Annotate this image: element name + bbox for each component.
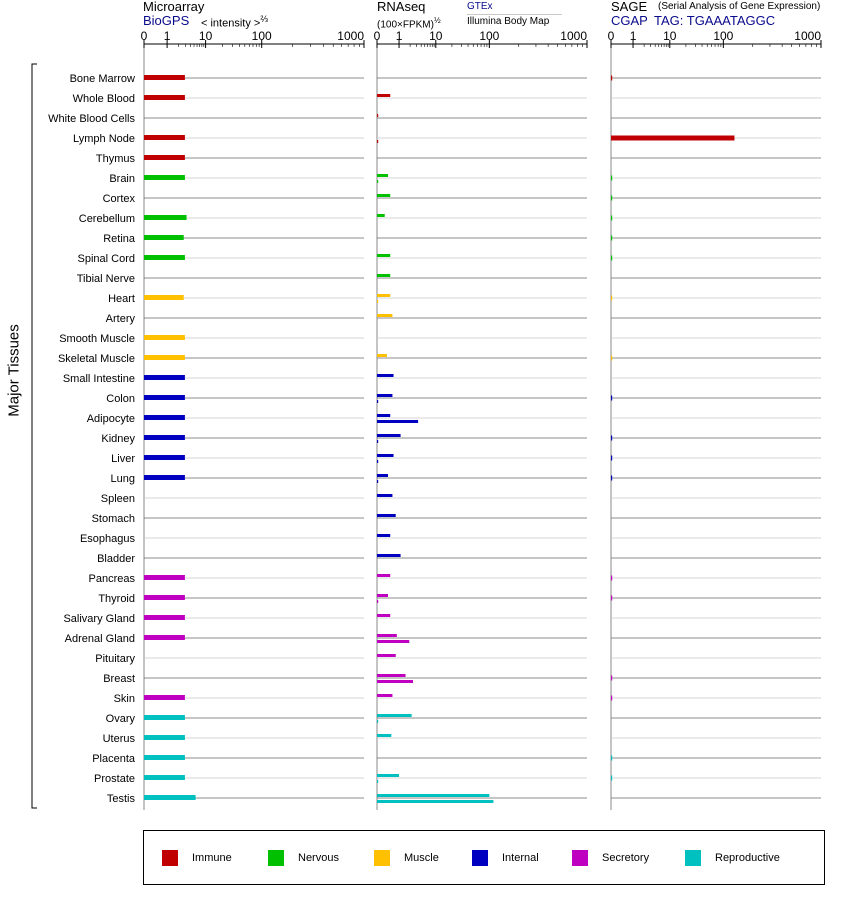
microarray-bar — [144, 775, 185, 780]
sage-tick-label: 0 — [607, 29, 615, 43]
tissue-label: Lymph Node — [73, 133, 135, 145]
rnaseq-bar — [377, 680, 413, 683]
legend-label: Immune — [192, 852, 232, 864]
rnaseq-tick-label: 0 — [373, 29, 381, 43]
legend-label: Secretory — [602, 852, 650, 864]
sage-bar — [611, 436, 612, 441]
tissue-label: Adipocyte — [86, 413, 135, 425]
rnaseq-bar — [377, 674, 406, 677]
tissue-label: Testis — [106, 793, 135, 805]
rnaseq-metric-text: (100×FPKM) — [377, 19, 434, 31]
tissue-label: Artery — [105, 313, 135, 325]
sage-bar — [611, 296, 612, 301]
rnaseq-bar — [377, 554, 401, 557]
sage-bar — [611, 356, 612, 361]
microarray-bar — [144, 695, 185, 700]
rnaseq-bar — [377, 494, 392, 497]
microarray-bar — [144, 595, 185, 600]
tissue-label: Kidney — [101, 433, 135, 445]
tissue-label: Retina — [103, 233, 135, 245]
tissue-label: Colon — [106, 393, 135, 405]
tissue-label: Ovary — [105, 713, 135, 725]
y-axis-label: Major Tissues — [5, 324, 23, 417]
microarray-bar — [144, 375, 185, 380]
tissue-label: White Blood Cells — [48, 113, 135, 125]
sage-bar — [611, 216, 612, 221]
tissue-label: Skin — [113, 693, 135, 705]
tissue-label: Bladder — [97, 553, 135, 565]
legend-swatch — [572, 850, 588, 866]
tissue-label: Heart — [108, 293, 135, 305]
rnaseq-bar — [377, 94, 390, 97]
rnaseq-bar — [377, 600, 378, 603]
tissue-bracket — [32, 64, 37, 808]
tissue-label: Uterus — [102, 733, 135, 745]
sage-bar — [611, 396, 612, 401]
legend-label: Internal — [502, 852, 539, 864]
microarray-tick-label: 100 — [251, 29, 272, 43]
tissue-label: Stomach — [91, 513, 135, 525]
legend — [143, 830, 825, 885]
rnaseq-tick-label: 1 — [395, 29, 403, 43]
tissue-label: Cerebellum — [78, 213, 135, 225]
rnaseq-tick-label: 1000 — [560, 29, 587, 43]
rnaseq-bar — [377, 440, 378, 443]
sage-bar — [611, 176, 612, 181]
sage-bar — [611, 756, 612, 761]
microarray-bar — [144, 255, 185, 260]
tissue-label: Esophagus — [79, 533, 135, 545]
rnaseq-bar — [377, 434, 401, 437]
microarray-bar — [144, 455, 185, 460]
sage-bar — [611, 76, 612, 81]
microarray-tick-label: 1000 — [337, 29, 364, 43]
tissue-label: Brain — [109, 173, 135, 185]
sage-bar — [611, 576, 612, 581]
sage-bar — [611, 596, 612, 601]
microarray-tick-label: 10 — [198, 29, 213, 43]
rnaseq-bar — [377, 180, 378, 183]
sage-bar — [611, 196, 612, 201]
rnaseq-bar — [377, 214, 385, 217]
rnaseq-bar — [377, 394, 392, 397]
sage-tick-label: 10 — [663, 29, 677, 43]
tissue-label: Bone Marrow — [69, 73, 135, 85]
microarray-bar — [144, 735, 185, 740]
tissue-label: Liver — [111, 453, 135, 465]
microarray-bar — [144, 335, 185, 340]
rnaseq-bar — [377, 140, 378, 143]
sage-source[interactable]: CGAP — [611, 13, 648, 28]
rnaseq-bar — [377, 114, 378, 117]
tissue-label: Smooth Muscle — [59, 333, 135, 345]
rnaseq-bar — [377, 774, 399, 777]
legend-label: Muscle — [404, 852, 439, 864]
rnaseq-bar — [377, 714, 412, 717]
legend-swatch — [374, 850, 390, 866]
sage-bar — [611, 136, 734, 141]
sage-tag[interactable]: TAG: TGAAATAGGC — [654, 13, 776, 28]
microarray-bar — [144, 135, 185, 140]
tissue-label: Spinal Cord — [77, 253, 135, 265]
sage-bar — [611, 676, 612, 681]
tissue-label: Adrenal Gland — [64, 633, 135, 645]
microarray-bar — [144, 435, 185, 440]
rnaseq-bar — [377, 534, 390, 537]
tissue-label: Skeletal Muscle — [57, 353, 135, 365]
rnaseq-bar — [377, 720, 378, 723]
rnaseq-bar — [377, 654, 396, 657]
microarray-bar — [144, 795, 196, 800]
rnaseq-bar — [377, 300, 378, 303]
legend-label: Nervous — [298, 852, 339, 864]
tissue-label: Pancreas — [88, 573, 135, 585]
rnaseq-tick-label: 100 — [479, 29, 500, 43]
microarray-bar — [144, 215, 187, 220]
rnaseq-bar — [377, 174, 388, 177]
rnaseq-bar — [377, 414, 390, 417]
sage-bar — [611, 456, 612, 461]
microarray-source[interactable]: BioGPS — [143, 13, 190, 28]
tissue-label: Breast — [103, 673, 135, 685]
tissue-label: Small Intestine — [62, 373, 135, 385]
sage-bar — [611, 696, 612, 701]
sage-title: SAGE — [611, 0, 648, 14]
tissue-label: Spleen — [100, 493, 135, 505]
tissue-label: Prostate — [94, 773, 135, 785]
sage-tick-label: 1000 — [794, 29, 821, 43]
rnaseq-bar — [377, 194, 390, 197]
microarray-bar — [144, 475, 185, 480]
microarray-title: Microarray — [143, 0, 205, 14]
microarray-bar — [144, 635, 185, 640]
sage-bar — [611, 256, 612, 261]
microarray-bar — [144, 755, 185, 760]
microarray-bar — [144, 235, 184, 240]
rnaseq-bar — [377, 480, 378, 483]
sage-tick-label: 100 — [713, 29, 734, 43]
sage-bar — [611, 476, 612, 481]
rnaseq-bar — [377, 734, 391, 737]
tissue-label: Pituitary — [95, 653, 135, 665]
rnaseq-bar — [377, 454, 394, 457]
tissue-label: Lung — [110, 473, 135, 485]
legend-swatch — [268, 850, 284, 866]
sage-tick-label: 1 — [629, 29, 637, 43]
rnaseq-bar — [377, 474, 388, 477]
microarray-bar — [144, 415, 185, 420]
rnaseq-bar — [377, 354, 387, 357]
legend-item-nervous — [268, 850, 339, 866]
microarray-metric-exp: ⅔ — [260, 14, 268, 24]
microarray-bar — [144, 395, 185, 400]
microarray-bar — [144, 575, 185, 580]
microarray-metric-text: < intensity > — [201, 17, 261, 30]
legend-swatch — [162, 850, 178, 866]
rnaseq-bar — [377, 514, 396, 517]
rnaseq-bar — [377, 594, 388, 597]
rnaseq-bar — [377, 780, 378, 783]
tissue-label: Cortex — [102, 193, 135, 205]
rnaseq-bar — [377, 294, 390, 297]
legend-item-immune — [162, 850, 232, 866]
tissue-label: Whole Blood — [72, 93, 135, 105]
rnaseq-bar — [377, 274, 390, 277]
sage-bar — [611, 236, 612, 241]
microarray-bar — [144, 155, 185, 160]
rnaseq-bar — [377, 614, 390, 617]
sage-subtitle: (Serial Analysis of Gene Expression) — [658, 1, 821, 12]
rnaseq-bar — [377, 694, 392, 697]
tissue-label: Thyroid — [98, 593, 135, 605]
tissue-label: Placenta — [92, 753, 135, 765]
microarray-tick-label: 0 — [140, 29, 148, 43]
rnaseq-tick-label: 10 — [429, 29, 443, 43]
microarray-bar — [144, 95, 185, 100]
tissue-label: Thymus — [95, 153, 135, 165]
rnaseq-metric-exp: ½ — [433, 16, 441, 25]
microarray-bar — [144, 75, 185, 80]
tissue-label: Salivary Gland — [63, 613, 135, 625]
legend-item-muscle — [374, 850, 439, 866]
legend-label: Reproductive — [715, 852, 780, 864]
rnaseq-bar — [377, 460, 378, 463]
rnaseq-title: RNAseq — [377, 0, 426, 14]
microarray-bar — [144, 615, 185, 620]
rnaseq-bar — [377, 800, 493, 803]
sage-bar — [611, 776, 612, 781]
rnaseq-bar — [377, 420, 418, 423]
rnaseq-bar — [377, 254, 390, 257]
rnaseq-bar — [377, 794, 489, 797]
rnaseq-bar — [377, 400, 378, 403]
legend-item-internal — [472, 850, 539, 866]
rnaseq-bar — [377, 314, 392, 317]
microarray-bar — [144, 355, 185, 360]
legend-swatch — [472, 850, 488, 866]
rnaseq-bar — [377, 640, 409, 643]
legend-item-secretory — [572, 850, 649, 866]
rnaseq-bar — [377, 574, 390, 577]
legend-swatch — [685, 850, 701, 866]
microarray-bar — [144, 715, 185, 720]
tissue-label: Tibial Nerve — [76, 273, 135, 285]
microarray-bar — [144, 295, 184, 300]
rnaseq-source-illumina[interactable]: Illumina Body Map — [467, 16, 550, 27]
rnaseq-bar — [377, 634, 397, 637]
rnaseq-source-gtex[interactable]: GTEx — [467, 1, 493, 12]
legend-item-reproductive — [685, 850, 780, 866]
microarray-tick-label: 1 — [163, 29, 171, 43]
rnaseq-bar — [377, 374, 394, 377]
microarray-bar — [144, 175, 185, 180]
